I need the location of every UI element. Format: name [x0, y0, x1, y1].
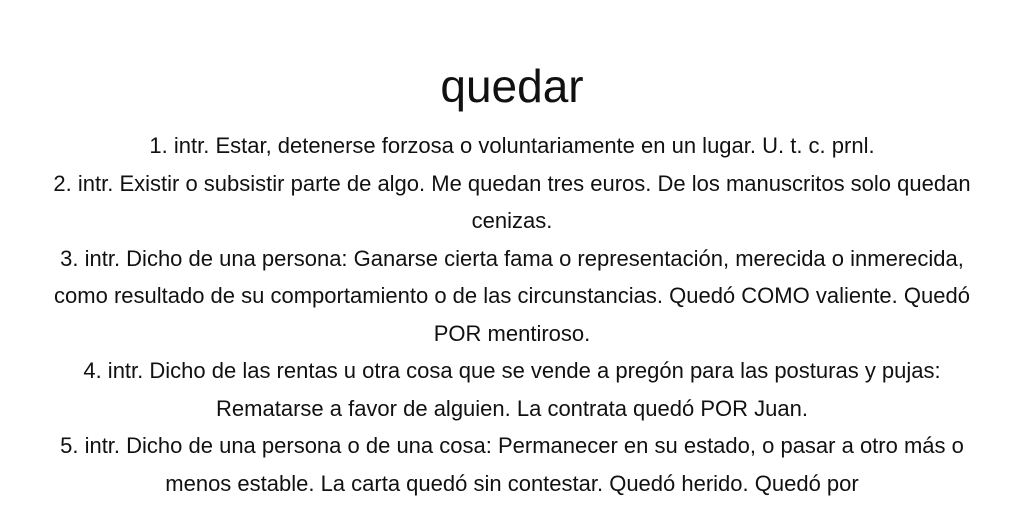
definition-item: 1. intr. Estar, detenerse forzosa o voluntariamente en un lugar. U. t. c. prnl.	[149, 133, 875, 158]
entry-headword: quedar	[440, 60, 584, 112]
definition-item: 4. intr. Dicho de las rentas u otra cosa que se vende a pregón para las posturas y pujas: Rematarse a favor de alguien. La contrata quedó POR Juan.	[83, 358, 941, 421]
definition-item: 3. intr. Dicho de una persona: Ganarse cierta fama o representación, merecida o inmerecida, como resultado de su comportamiento o de las circunstancias. Quedó COMO valiente. Quedó POR mentiroso.	[54, 245, 970, 346]
definition-item: 2. intr. Existir o subsistir parte de algo. Me quedan tres euros. De los manuscritos solo quedan cenizas.	[53, 170, 971, 233]
definition-list	[44, 127, 980, 502]
definition-item: 5. intr. Dicho de una persona o de una cosa: Permanecer en su estado, o pasar a otro más o menos estable. La carta quedó sin contestar. Quedó herido. Quedó por	[60, 433, 964, 496]
